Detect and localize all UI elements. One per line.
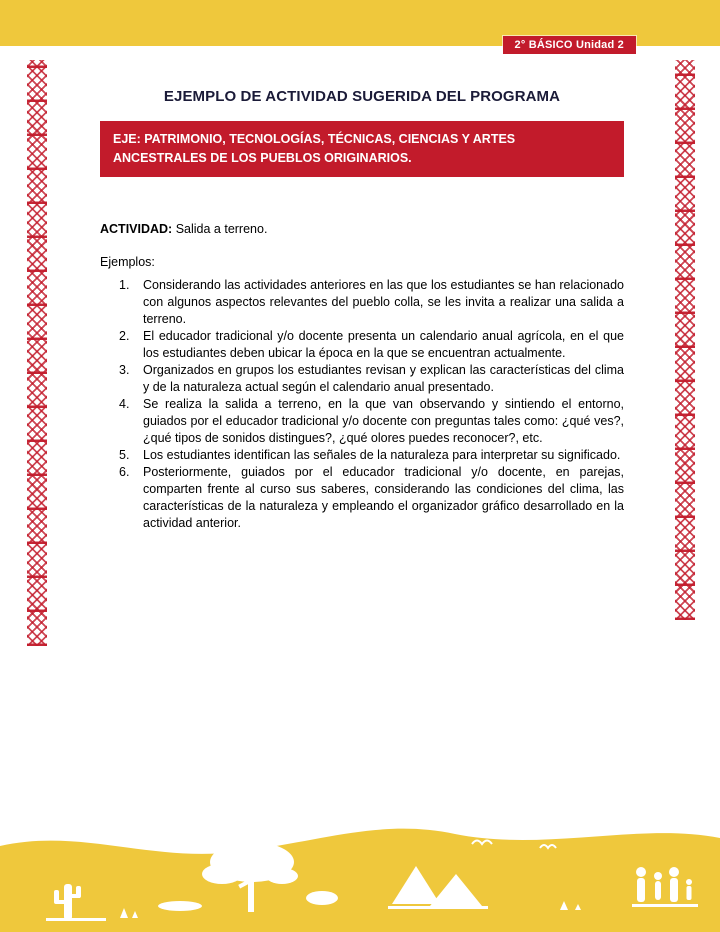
unit-badge: 2° BÁSICO Unidad 2 [503,36,636,54]
right-textile-border-ornament [675,60,695,620]
example-item-4: Se realiza la salida a terreno, en la que van observando y sintiendo el entorno, guiados por el educador tradicional y/o docente con preguntas tales como: ¿qué ves?, ¿qué tipos de sonidos distingues?, ¿qué olores puedes reconocer?, etc. [143,396,624,445]
left-textile-border-ornament [27,60,47,646]
eje-banner [100,121,624,177]
eje-banner-text: EJE: PATRIMONIO, TECNOLOGÍAS, TÉCNICAS, CIENCIAS Y ARTES ANCESTRALES DE LOS PUEBLOS ORIGINARIOS. [113,132,516,165]
example-item-5: Los estudiantes identifican las señales de la naturaleza para interpretar su significado. [143,447,621,462]
activity-label: ACTIVIDAD: [100,221,173,236]
example-item-1: Considerando las actividades anteriores en las que los estudiantes se han relacionado con algunos aspectos relevantes del pueblo colla, se les invita a realizar una salida a terreno. [143,277,624,326]
examples-label: Ejemplos: [100,254,155,269]
footer-landscape-illustration [0,814,720,932]
example-item-6: Posteriormente, guiados por el educador tradicional y/o docente, en parejas, comparten frente al curso sus saberes, considerando las condiciones del clima, las características de la naturaleza y empleando el organizador gráfico desarrollado en la actividad anterior. [143,464,624,530]
content-area [100,88,624,532]
activity-line [100,221,624,238]
activity-text: Salida a terreno. [175,221,268,236]
examples-list [100,277,624,532]
example-item-3: Organizados en grupos los estudiantes revisan y explican las características del clima y de la naturaleza actual según el calendario anual presentado. [143,362,624,394]
page-title: EJEMPLO DE ACTIVIDAD SUGERIDA DEL PROGRAMA [163,88,561,105]
example-item-2: El educador tradicional y/o docente presenta un calendario anual agrícola, en el que los estudiantes deben ubicar la época en la que se encuentran actualmente. [143,328,624,360]
